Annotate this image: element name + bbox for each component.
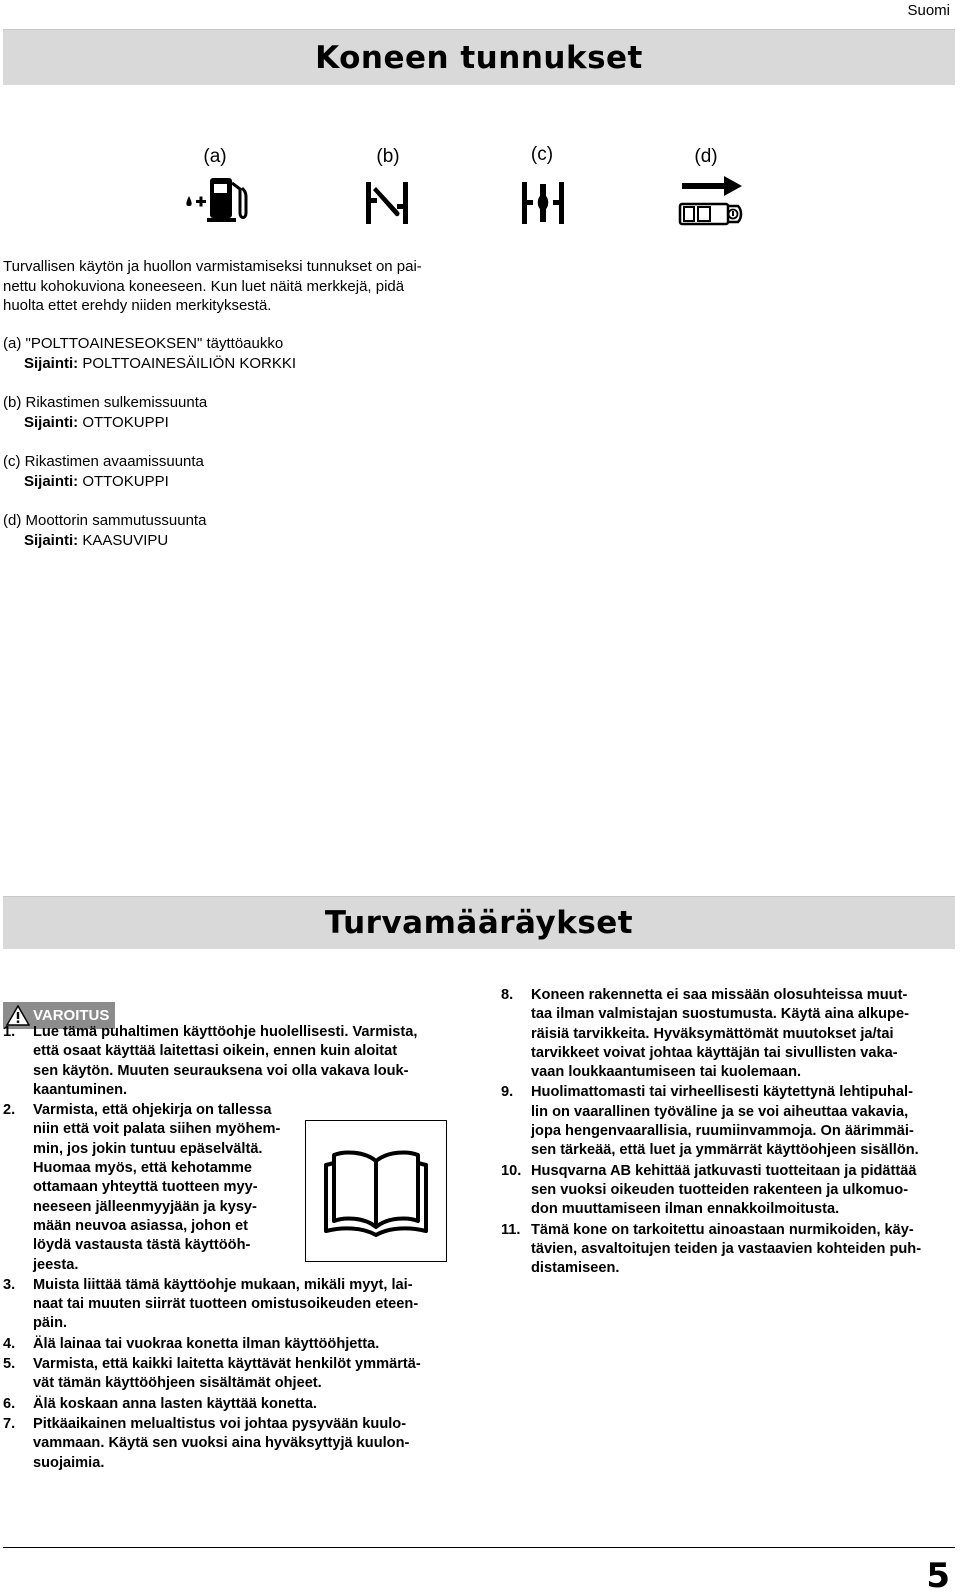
symbol-label-a: (a): [203, 146, 227, 167]
warning-label: VAROITUS: [33, 1007, 110, 1024]
choke-open-icon: [518, 178, 570, 228]
manual-book-pictogram: [305, 1120, 447, 1262]
symbol-description-d: [3, 511, 453, 551]
footer-divider: [3, 1547, 955, 1548]
symbol-label-c: (c): [530, 144, 554, 165]
symbol-title: (c) Rikastimen avaamissuunta: [3, 453, 204, 470]
intro-line: nettu kohokuviona koneeseen. Kun luet näitä merkkejä, pidä: [3, 277, 405, 295]
rule-item: 4. Älä lainaa tai vuokraa konetta ilman käyttööhjetta.: [3, 1335, 380, 1352]
symbol-title: (d) Moottorin sammutussuunta: [3, 512, 207, 529]
language-label: Suomi: [907, 2, 950, 19]
symbol-description-a: [3, 334, 453, 374]
fuel-mix-refill-icon: [182, 175, 254, 225]
rule-item: 2. Varmista, että ohjekirja on tallessa niin että voit palata siihen myöhem- min, jos jokin tuntuu epäselvältä. Huomaa myös, että kehotamme ottamaan yhteyttä tuotteen myy- neeseen jälleenmyyjään ja kysy- mään neuvoa asiassa, johon et löydä vastausta tästä käyttööh- jeesta.: [3, 1102, 281, 1273]
intro-line: huolta ettet erehdy niiden merkityksestä.: [3, 297, 272, 314]
choke-close-icon: [362, 178, 414, 228]
symbol-label-d: (d): [694, 146, 718, 167]
engine-stop-icon: [676, 174, 748, 228]
symbol-description-b: [3, 393, 453, 433]
section-banner-safety: [3, 896, 955, 949]
symbol-location: Sijainti: OTTOKUPPI: [24, 473, 169, 490]
rule-item: 8. Koneen rakennetta ei saa missään olosuhteissa muut- taa ilman valmistajan suostumusta. Käytä aina alkupe- räisiä tarvikkeita. Hyväksymättömät muutokset ja/tai tarvikkeet voivat johtaa käyttäjän tai sivullisten vaka- vaan loukkaantumiseen tai kuolemaan.: [501, 987, 909, 1081]
rule-item: 6. Älä koskaan anna lasten käyttää konetta.: [3, 1395, 317, 1412]
intro-paragraph: [3, 257, 453, 316]
symbol-location: Sijainti: KAASUVIPU: [24, 532, 169, 549]
rule-item: 10. Husqvarna AB kehittää jatkuvasti tuotteitaan ja pidättää sen vuoksi oikeuden tuotteiden rakenteen ja ulkomuo- don muuttamiseen ilman ennakkoilmoitusta.: [501, 1162, 917, 1218]
rules-right-column: [501, 986, 956, 1279]
rule-item: 3. Muista liittää tämä käyttöohje mukaan, mikäli myyt, lai- naat tai muuten siirrät tuotteen omistusoikeuden eteen- päin.: [3, 1276, 419, 1332]
manual-book-icon: [320, 1141, 432, 1241]
rule-item: 9. Huolimattomasti tai virheellisesti käytettynä lehtipuhal- lin on vaarallinen työväline ja se voi aiheuttaa vakavia, jopa hengenvaarallisia, ruumiinvammoja. On äärimmäi- sen tärkeää, että luet ja ymmärrät käyttöohjeen sisällön.: [501, 1084, 919, 1159]
rule-item: 1. Lue tämä puhaltimen käyttöohje huolellisesti. Varmista, että osaat käyttää laitettasi oikein, ennen kuin aloitat sen käytön. Muuten seurauksena voi olla vakava louk- kaantuminen.: [3, 1024, 418, 1098]
intro-line: Turvallisen käytön ja huollon varmistamiseksi tunnukset on pai-: [3, 258, 422, 275]
section-title: Koneen tunnukset: [315, 39, 643, 76]
symbol-location: Sijainti: POLTTOAINESÄILIÖN KORKKI: [24, 355, 297, 372]
symbol-location: Sijainti: OTTOKUPPI: [24, 414, 169, 431]
rule-item: 7. Pitkäaikainen melualtistus voi johtaa pysyvään kuulo- vammaan. Käytä sen vuoksi aina hyväksyttyjä kuulon- suojaimia.: [3, 1415, 410, 1471]
symbol-title: (b) Rikastimen sulkemissuunta: [3, 394, 208, 411]
section-title: Turvamääräykset: [324, 905, 634, 941]
section-banner-symbols: [3, 29, 955, 85]
rule-item: 5. Varmista, että kaikki laitetta käyttävät henkilöt ymmärtä- vät tämän käyttööhjeen sisältämät ohjeet.: [3, 1356, 421, 1392]
rule-item: 11. Tämä kone on tarkoitettu ainoastaan nurmikoiden, käy- tävien, asvaltoitujen teiden ja vastaavien kohteiden puh- distamiseen.: [501, 1221, 922, 1277]
symbol-label-b: (b): [376, 146, 400, 167]
symbol-title: (a) "POLTTOAINESEOKSEN" täyttöaukko: [3, 335, 284, 352]
page-number: 5: [926, 1556, 950, 1596]
symbol-description-c: [3, 452, 453, 492]
